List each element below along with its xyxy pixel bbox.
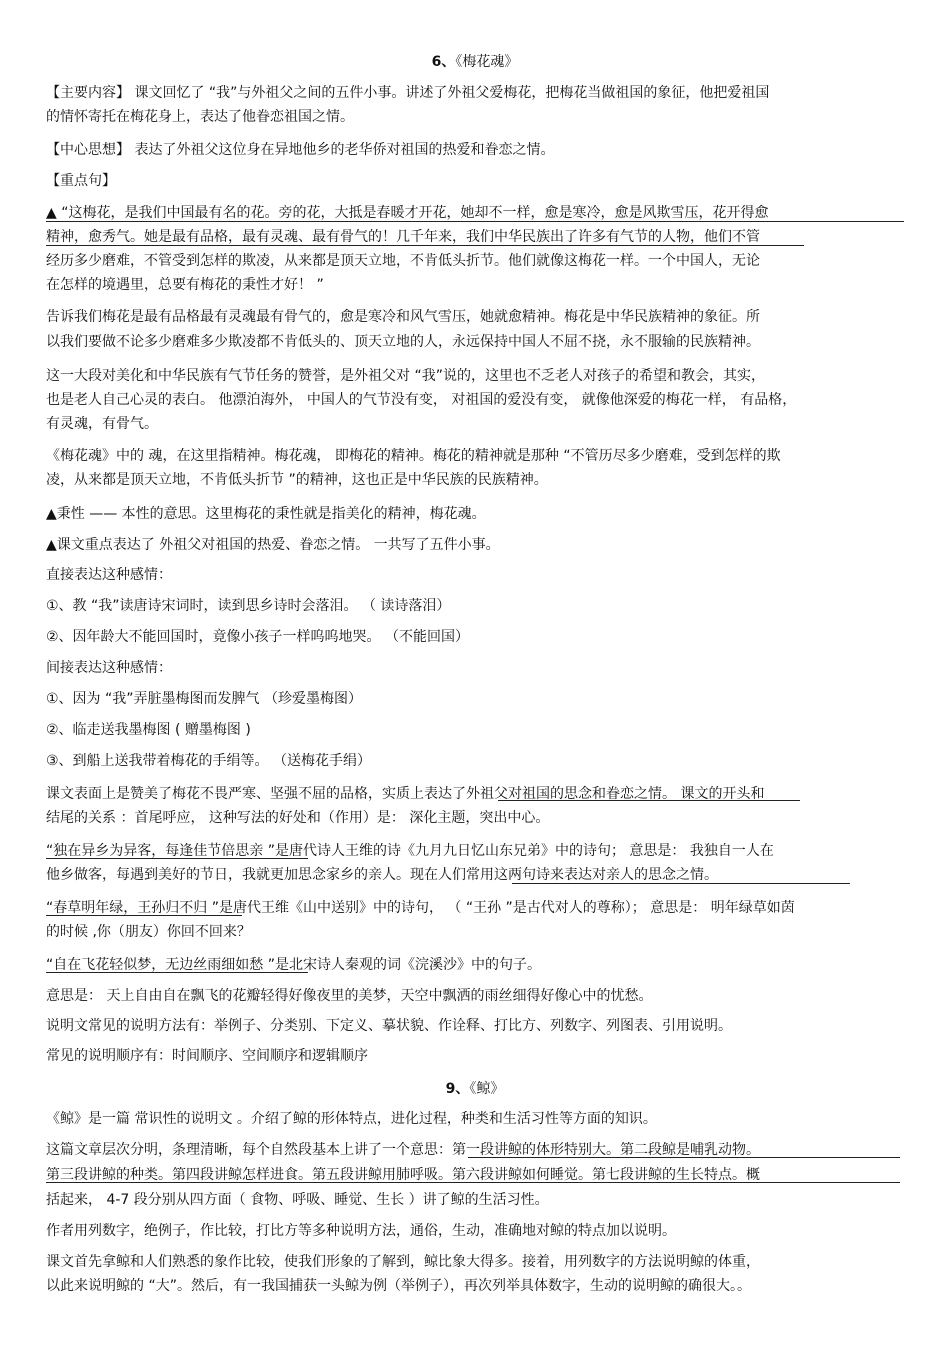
summary-line-1: 课文表面上是赞美了梅花不畏严寒、坚强不屈的品格，实质上表达了外祖父对祖国的思念和眷恋之情。 课文的开头和	[46, 786, 765, 802]
explanation-methods: 说明文常见的说明方法有：举例子、分类别、下定义、摹状貌、作诠释、打比方、列数字、列图表、引用说明。	[46, 1018, 732, 1034]
praise-line-2: 也是老人自己心灵的表白。 他漂泊海外， 中国人的气节没有变， 对祖国的爱没有变， 就像他深爱的梅花一样， 有品格，	[46, 392, 797, 408]
whale-structure-line-2: 第三段讲鲸的种类。第四段讲鲸怎样进食。第五段讲鲸用肺呼吸。第六段讲鲸如何睡觉。第七段讲鲸的生长特点。概	[46, 1167, 760, 1183]
indirect-heading: 间接表达这种感情：	[46, 660, 172, 676]
direct-heading: 直接表达这种感情：	[46, 567, 172, 583]
bingxing-note: ▲秉性 —— 本性的意思。这里梅花的秉性就是指美化的精神，梅花魂。	[46, 506, 486, 522]
explanation-line-1: 告诉我们梅花是最有品格最有灵魂最有骨气的，愈是寒冷和风气雪压，她就愈精神。梅花是中华民族精神的象征。所	[46, 309, 760, 325]
underline	[46, 972, 308, 973]
direct-item-1: ①、教 “我”读唐诗宋词时，读到思乡诗时会落泪。 （ 读诗落泪）	[46, 598, 451, 614]
praise-line-1: 这一大段对美化和中华民族有气节任务的赞誉，是外祖父对 “我”说的，这里也不乏老人对孩子的希望和教会，其实，	[46, 368, 765, 384]
quote-line-3: 经历多少磨难，不管受到怎样的欺凌，从来都是顶天立地，不肯低头折节。他们就像这梅花一样。一个中国人，无论	[46, 253, 760, 269]
soul-line-1: 《梅花魂》中的 魂，在这里指精神。梅花魂， 即梅花的精神。梅花的精神就是那种 “不管历尽多少磨难，受到怎样的欺	[46, 448, 781, 464]
main-content-line-1: 【主要内容】 课文回忆了 “我”与外祖父之间的五件小事。讲述了外祖父爱梅花，把梅花当做祖国的象征，他把爱祖国	[46, 85, 770, 101]
underline	[498, 800, 800, 801]
explanation-line-2: 以我们要做不论多少磨难多少欺凌都不肯低头的、顶天立地的人，永远保持中国人不屈不挠，永不服输的民族精神。	[46, 334, 760, 350]
whale-methods: 作者用列数字，绝例子，作比较，打比方等多种说明方法，通俗，生动，准确地对鲸的特点加以说明。	[46, 1223, 676, 1239]
quote-line-4: 在怎样的境遇里，总要有梅花的秉性才好！ ”	[46, 277, 324, 293]
key-sentences-heading: 【重点句】	[46, 173, 116, 189]
poem1-line-2: 他乡做客，每遇到美好的节日，我就更加思念家乡的亲人。现在人们常用这两句诗来表达对亲人的思念之情。	[46, 867, 718, 883]
whale-structure-line-1: 这篇文章层次分明，条理清晰，每个自然段基本上讲了一个意思：第一段讲鲸的体形特别大。第二段鲸是哺乳动物。	[46, 1142, 760, 1158]
whale-structure-line-3: 括起来， 4-7 段分别从四方面（ 食物、呼吸、睡觉、生长 ）讲了鲸的生活习性。	[46, 1192, 549, 1208]
indirect-item-1: ①、因为 “我”弄脏墨梅图而发脾气 （珍爱墨梅图）	[46, 691, 362, 707]
soul-line-2: 凌，从来都是顶天立地，不肯低头折节 ”的精神，这也正是中华民族的民族精神。	[46, 472, 548, 488]
poem1-line-1: “独在异乡为异客，每逢佳节倍思亲 ”是唐代诗人王维的诗《九月九日忆山东兄弟》中的诗句； 意思是： 我独自一人在	[46, 843, 774, 859]
summary-line-2: 结尾的关系 ：首尾呼应， 这种写法的好处和（作用）是： 深化主题，突出中心。	[46, 810, 550, 826]
key-expression-note: ▲课文重点表达了 外祖父对祖国的热爱、眷恋之情。 一共写了五件小事。	[46, 537, 500, 553]
underline	[46, 245, 804, 246]
section-name: 《鲸》	[469, 1081, 505, 1097]
underline	[46, 1182, 900, 1183]
whale-intro: 《鲸》是一篇 常识性的说明文 。介绍了鲸的形体特点，进化过程，种类和生活习性等方面的知识。	[46, 1111, 657, 1127]
poem2-line-2: 的时候 ,你（朋友）你回不回来？	[46, 924, 251, 940]
poem3-line: “自在飞花轻似梦，无边丝雨细如愁 ”是北宋诗人秦观的词《浣溪沙》中的句子。	[46, 957, 541, 973]
section-title-whale	[0, 1080, 950, 1098]
central-idea: 【中心思想】 表达了外祖父这位身在异地他乡的老华侨对祖国的热爱和眷恋之情。	[46, 142, 555, 158]
section-number: 9、	[445, 1081, 470, 1097]
quote-line-1: ▲ “这梅花，是我们中国最有名的花。旁的花，大抵是春暖才开花，她却不一样，愈是寒冷，愈是风欺雪压，花开得愈	[46, 205, 769, 221]
underline	[46, 858, 308, 859]
poem2-line-1: “春草明年绿，王孙归不归 ”是唐代王维《山中送别》中的诗句， （ “王孙 ”是古代对人的尊称）； 意思是： 明年绿草如茵	[46, 900, 795, 916]
quote-line-2: 精神，愈秀气。她是最有品格，最有灵魂、最有骨气的！几千年来，我们中华民族出了许多有气节的人物，他们不管	[46, 229, 760, 245]
indirect-item-3: ③、到船上送我带着梅花的手绢等。 （送梅花手绢）	[46, 753, 371, 769]
section-number: 6、	[431, 54, 456, 70]
underline	[468, 1157, 900, 1158]
underline	[46, 221, 904, 222]
section-title-meihuahun	[0, 53, 950, 71]
section-name: 《梅花魂》	[455, 54, 519, 70]
indirect-item-2: ②、临走送我墨梅图 ( 赠墨梅图 )	[46, 722, 251, 738]
explanation-orders: 常见的说明顺序有：时间顺序、空间顺序和逻辑顺序	[46, 1048, 368, 1064]
direct-item-2: ②、因年龄大不能回国时，竟像小孩子一样呜呜地哭。 （不能回国）	[46, 629, 469, 645]
underline	[512, 883, 850, 884]
underline	[46, 915, 242, 916]
main-content-line-2: 的情怀寄托在梅花身上，表达了他眷恋祖国之情。	[46, 109, 354, 125]
poem3-meaning: 意思是： 天上自由自在飘飞的花瓣轻得好像夜里的美梦，天空中飘洒的雨丝细得好像心中的忧愁。	[46, 988, 653, 1004]
whale-analysis-line-1: 课文首先拿鲸和人们熟悉的象作比较，使我们形象的了解到，鲸比象大得多。接着，用列数字的方法说明鲸的体重，	[46, 1254, 760, 1270]
praise-line-3: 有灵魂，有骨气。	[46, 416, 158, 432]
whale-analysis-line-2: 以此来说明鲸的 “大”。然后，有一我国捕获一头鲸为例（举例子），再次列举具体数字，生动的说明鲸的确很大。。	[46, 1278, 751, 1294]
